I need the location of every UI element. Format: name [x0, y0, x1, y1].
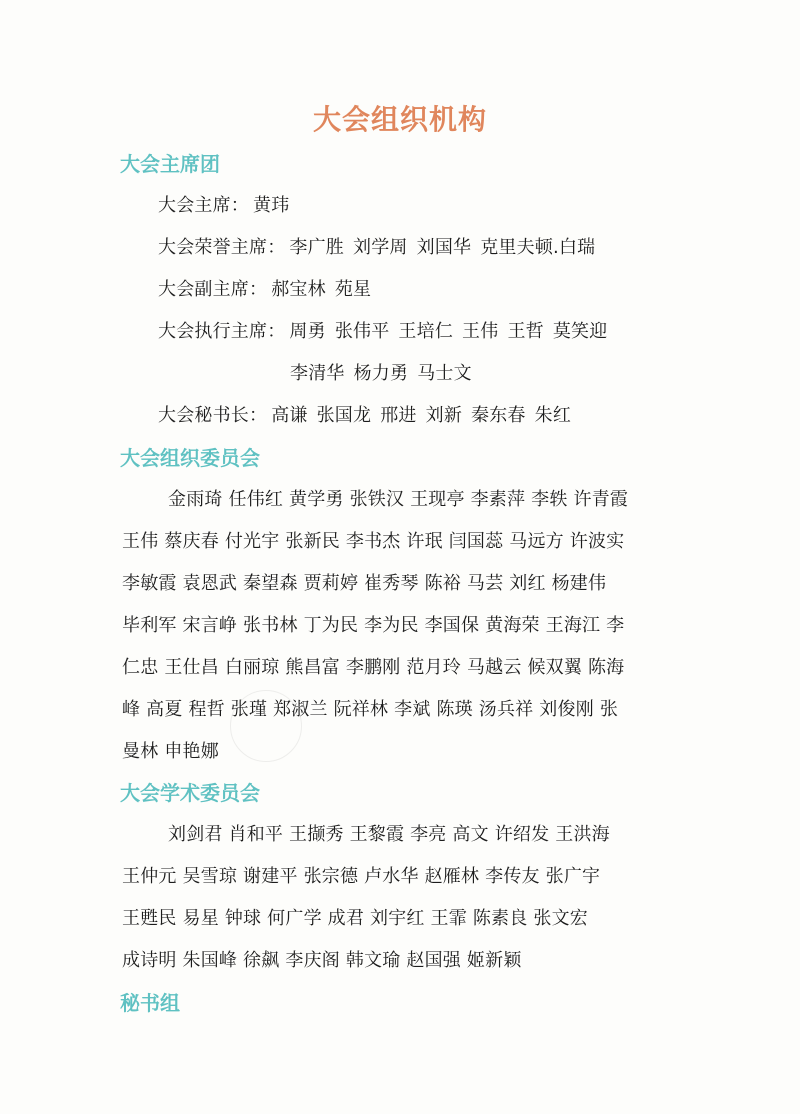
section-heading-academic-committee: 大会学术委员会	[120, 781, 260, 805]
row-label: 大会执行主席：	[158, 321, 286, 342]
person-name: 李清华	[290, 363, 345, 384]
academic-committee-line: 王仲元 吴雪琼 谢建平 张宗德 卢水华 赵雁林 李传友 张广宇	[122, 866, 601, 887]
person-name: 郝宝林	[271, 279, 326, 300]
organizing-committee-line: 李敏霞 袁恩武 秦望森 贾莉婷 崔秀琴 陈裕 马芸 刘红 杨建伟	[122, 573, 607, 594]
presidium-row-chair	[158, 191, 289, 217]
person-name: 王培仁	[398, 321, 454, 342]
row-label: 大会副主席：	[158, 279, 268, 300]
person-name: 王伟	[462, 321, 499, 342]
person-name: 克里夫顿.白瑞	[480, 237, 596, 258]
person-name: 高谦	[271, 405, 308, 426]
person-name: 杨力勇	[353, 363, 409, 384]
presidium-row-vice-chair	[158, 275, 371, 301]
academic-committee-line: 王甦民 易星 钟球 何广学 成君 刘宇红 王霏 陈素良 张文宏	[122, 908, 588, 929]
person-name: 苑星	[334, 279, 372, 300]
person-name: 周勇	[289, 321, 326, 342]
row-label: 大会主席：	[158, 195, 249, 216]
presidium-row-secretary-general	[158, 401, 571, 427]
person-name: 李广胜	[289, 237, 345, 258]
person-name: 邢进	[380, 405, 417, 426]
person-name: 王哲	[507, 321, 544, 342]
person-name: 马士文	[417, 363, 472, 384]
row-label: 大会秘书长：	[158, 405, 268, 426]
person-name: 朱红	[534, 405, 572, 426]
presidium-row-honorary-chair	[158, 233, 595, 259]
presidium-row-executive-chair	[158, 317, 607, 343]
section-heading-presidium: 大会主席团	[120, 152, 220, 176]
person-name: 黄玮	[253, 195, 290, 216]
presidium-row-executive-chair-continued	[290, 359, 472, 385]
academic-committee-line: 刘剑君 肖和平 王撷秀 王黎霞 李亮 高文 许绍发 王洪海	[168, 824, 610, 845]
page-title: 大会组织机构	[312, 103, 487, 136]
section-heading-secretariat: 秘书组	[120, 991, 180, 1015]
person-name: 张国龙	[316, 405, 372, 426]
organizing-committee-line: 仁忠 王仕昌 白丽琼 熊昌富 李鹏刚 范月玲 马越云 候双翼 陈海	[122, 657, 625, 678]
academic-committee-line: 成诗明 朱国峰 徐飙 李庆阁 韩文瑜 赵国强 姬新颖	[122, 950, 522, 971]
person-name: 刘新	[425, 405, 463, 426]
person-name: 刘国华	[416, 237, 472, 258]
organizing-committee-line: 毕利军 宋言峥 张书林 丁为民 李为民 李国保 黄海荣 王海江 李	[122, 615, 625, 636]
person-name: 秦东春	[471, 405, 526, 426]
organizing-committee-line: 王伟 蔡庆春 付光宇 张新民 李书杰 许珉 闫国蕊 马远方 许波实	[122, 531, 625, 552]
organizing-committee-line: 金雨琦 任伟红 黄学勇 张铁汉 王现亭 李素萍 李轶 许青霞	[168, 489, 629, 510]
person-name: 刘学周	[353, 237, 408, 258]
person-name: 莫笑迎	[552, 321, 608, 342]
organizing-committee-line: 峰 高夏 程哲 张瑾 郑淑兰 阮祥林 李斌 陈瑛 汤兵祥 刘俊刚 张	[122, 699, 619, 720]
person-name: 张伟平	[334, 321, 390, 342]
row-label: 大会荣誉主席：	[158, 237, 286, 258]
section-heading-organizing-committee: 大会组织委员会	[120, 446, 260, 470]
organizing-committee-line: 曼林 申艳娜	[122, 741, 219, 762]
